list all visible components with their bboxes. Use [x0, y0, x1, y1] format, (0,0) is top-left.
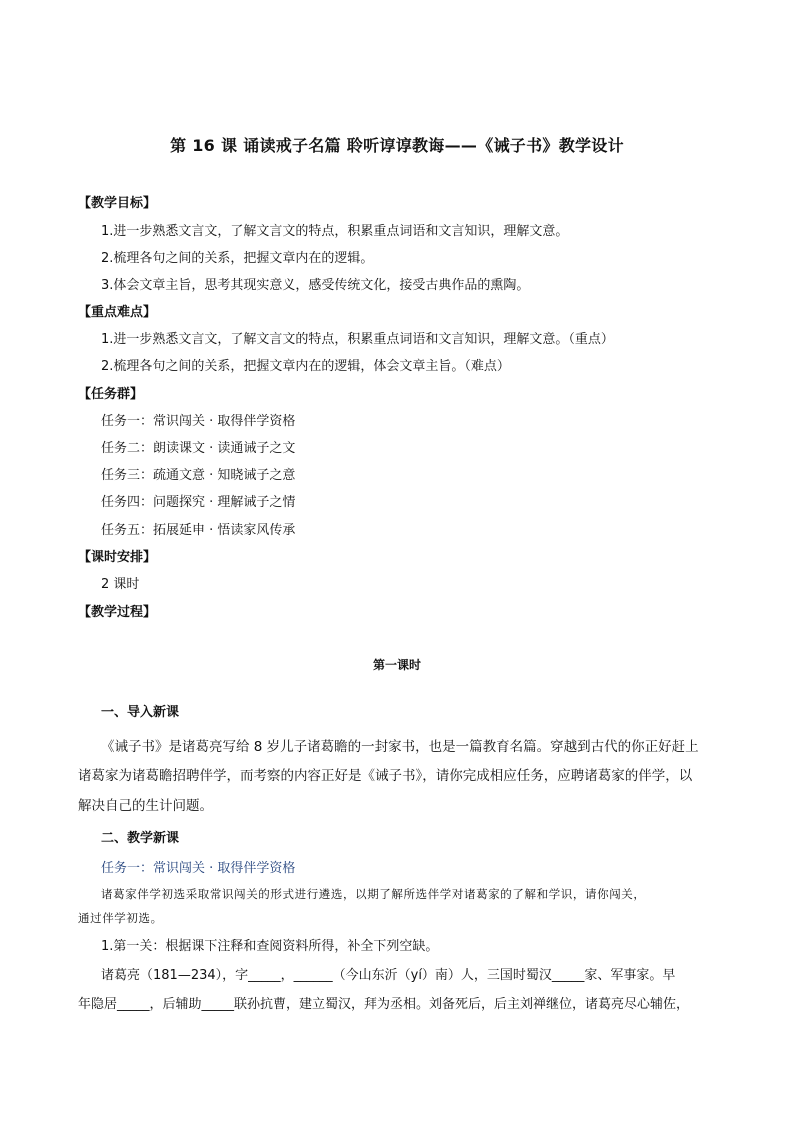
tasks-heading: 【任务群】: [78, 387, 144, 402]
keypoint-item-2: 2.梳理各句之间的关系，把握文章内在的逻辑，体会文章主旨。（难点）: [101, 359, 510, 374]
process-heading: 【教学过程】: [78, 605, 157, 620]
intro-line-1: 《诫子书》是诸葛亮写给 8 岁儿子诸葛瞻的一封家书，也是一篇教育名篇。穿越到古代的你正好赶上: [101, 739, 699, 755]
task1-title: [101, 860, 295, 878]
fill-line-2: 年隐居_____，后辅助_____联孙抗曹，建立蜀汉，拜为丞相。刘备死后，后主刘禅继位，诸葛亮尽心辅佐，: [78, 997, 690, 1012]
schedule-value: 2 课时: [101, 577, 140, 592]
schedule-heading: 【课时安排】: [78, 550, 157, 565]
intro-line-2: 诸葛家为诸葛瞻招聘伴学，而考察的内容正好是《诫子书》，请你完成相应任务，应聘诸葛家的伴学，以: [78, 768, 693, 784]
task1-desc-line-1: 诸葛家伴学初选采取常识闯关的形式进行遴选，以期了解所选伴学对诸葛家的了解和学识，请你闯关，: [101, 887, 646, 901]
section-new-lesson-heading: 二、教学新课: [101, 831, 180, 846]
goal-item-3: 3.体会文章主旨，思考其现实意义，感受传统文化，接受古典作品的熏陶。: [101, 278, 530, 293]
keypoint-item-1: 1.进一步熟悉文言文，了解文言文的特点，积累重点词语和文言知识，理解文意。（重点）: [101, 332, 614, 347]
goal-item-1: 1.进一步熟悉文言文，了解文言文的特点，积累重点词语和文言知识，理解文意。: [101, 224, 569, 239]
goals-heading: 【教学目标】: [78, 196, 157, 211]
section-intro-heading: 一、导入新课: [101, 705, 180, 720]
keypoints-heading: 【重点难点】: [78, 305, 157, 320]
goal-item-2: 2.梳理各句之间的关系，把握文章内在的逻辑。: [101, 251, 374, 266]
intro-line-3: 解决自己的生计问题。: [78, 798, 213, 814]
fill-line-1: 诸葛亮（181—234），字_____，______（今山东沂（yí）南）人，三国时蜀汉_____家、军事家。早: [101, 968, 676, 983]
lesson-title: 第一课时: [372, 658, 421, 672]
document-title: 第 16 课 诵读戒子名篇 聆听谆谆教诲——《诫子书》教学设计: [170, 136, 624, 155]
task-item-2: 任务二：朗读课文 · 读通诫子之文: [101, 441, 296, 456]
task-item-1: 任务一：常识闯关 · 取得伴学资格: [101, 414, 296, 429]
task-item-5: 任务五：拓展延申 · 悟读家风传承: [101, 523, 296, 538]
step1-instruction: 1.第一关：根据课下注释和查阅资料所得，补全下列空缺。: [101, 939, 439, 954]
task1-desc-line-2: 通过伴学初选。: [78, 911, 163, 925]
task1-title-text: 任务一：常识闯关 · 取得伴学资格: [101, 861, 296, 876]
task-item-4: 任务四：问题探究 · 理解诫子之情: [101, 495, 296, 510]
task-item-3: 任务三：疏通文意 · 知晓诫子之意: [101, 468, 296, 483]
